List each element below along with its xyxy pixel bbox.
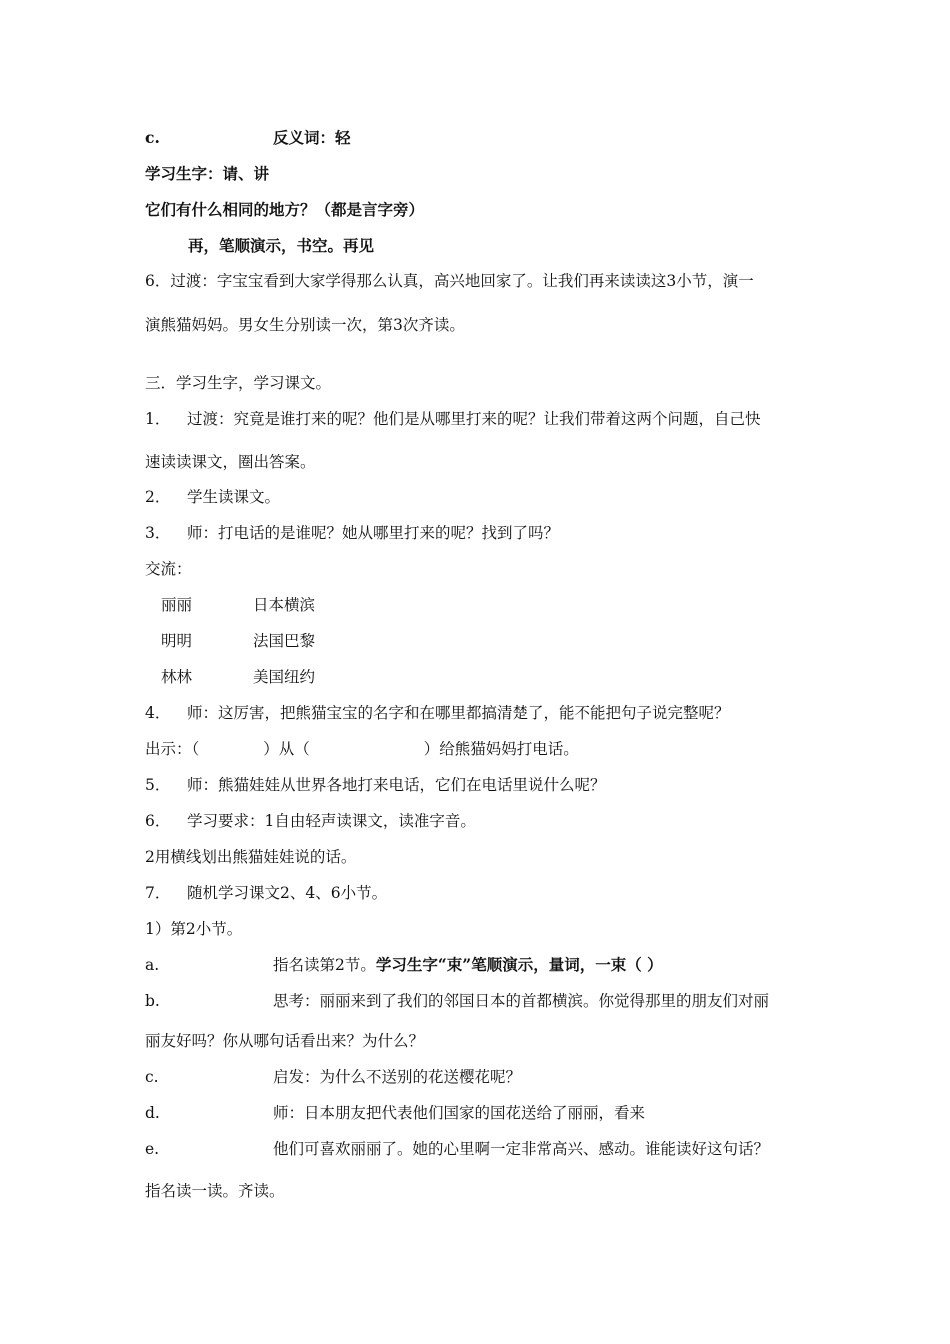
step-4 [145, 703, 850, 723]
panda-place: 日本横滨 [253, 596, 316, 614]
fill-in-part-a: 出示：（ [145, 740, 200, 758]
item-text: 指名读第2节。 [273, 956, 376, 974]
step-7 [145, 883, 850, 903]
step-number: 5． [145, 776, 171, 794]
step-2 [145, 487, 850, 507]
exchange-label: 交流： [145, 560, 192, 578]
line-stroke-order: 再，笔顺演示，书空。再见 [188, 236, 375, 255]
item-label: b. [145, 992, 160, 1010]
step-text: 师：熊猫娃娃从世界各地打来电话，它们在电话里说什么呢？ [187, 776, 606, 794]
step-5 [145, 775, 850, 795]
panda-place: 法国巴黎 [253, 632, 316, 650]
item-label: a. [145, 956, 160, 974]
item-label: d. [145, 1104, 160, 1122]
step-number: 6． [145, 812, 171, 830]
step-text: 过渡：究竟是谁打来的呢？他们是从哪里打来的呢？让我们带着这两个问题，自己快 [187, 410, 761, 428]
step-text: 学生读课文。 [187, 488, 281, 506]
section-heading-3: 三．学习生字，学习课文。 [145, 374, 332, 392]
step-number: 4． [145, 704, 171, 722]
line-transition-6: 6．过渡：字宝宝看到大家学得那么认真，高兴地回家了。让我们再来读读这3小节，演一 [145, 272, 754, 290]
item-e [145, 1139, 850, 1159]
step-number: 3． [145, 524, 171, 542]
item-text: 思考：丽丽来到了我们的邻国日本的首都横滨。你觉得那里的朋友们对丽 [273, 992, 770, 1010]
step-text: 随机学习课文2、4、6小节。 [187, 884, 388, 902]
item-text: 反义词：轻 [273, 128, 351, 147]
step-text: 学习要求：1自由轻声读课文，读准字音。 [187, 812, 476, 830]
item-d [145, 1103, 850, 1123]
step-6-cont: 2用横线划出熊猫娃娃说的话。 [145, 848, 357, 866]
item-text: 启发：为什么不送别的花送樱花呢？ [273, 1068, 522, 1086]
item-text: 师：日本朋友把代表他们国家的国花送给了丽丽，看来 [273, 1104, 646, 1122]
step-1 [145, 409, 850, 429]
item-b-cont: 丽友好吗？你从哪句话看出来？为什么？ [145, 1032, 425, 1050]
pair-row [161, 631, 850, 651]
step-text: 师：这厉害，把熊猫宝宝的名字和在哪里都搞清楚了，能不能把句子说完整呢？ [187, 704, 730, 722]
panda-name: 明明 [161, 632, 193, 650]
step-6 [145, 811, 850, 831]
item-label: e. [145, 1140, 160, 1158]
pair-row [161, 667, 850, 687]
panda-place: 美国纽约 [253, 668, 316, 686]
pair-row [161, 595, 850, 615]
fill-in-part-c: ）给熊猫妈妈打电话。 [423, 740, 579, 758]
panda-name: 丽丽 [161, 596, 193, 614]
subsection-2: 1）第2小节。 [145, 920, 243, 938]
line-common-feature: 它们有什么相同的地方？（都是言字旁） [145, 200, 425, 219]
line-transition-6-cont: 演熊猫妈妈。男女生分别读一次，第3次齐读。 [145, 316, 465, 334]
panda-name: 林林 [161, 668, 193, 686]
item-label: c. [145, 128, 160, 147]
item-label: c. [145, 1068, 159, 1086]
item-text-bold: 学习生字“束”笔顺演示，量词，一束（ ） [375, 955, 663, 974]
line-antonym [145, 128, 850, 148]
item-a [145, 955, 850, 975]
item-b [145, 991, 850, 1011]
closing-line: 指名读一读。齐读。 [145, 1182, 285, 1200]
step-number: 7． [145, 884, 171, 902]
step-1-cont: 速读读课文，圈出答案。 [145, 453, 316, 471]
fill-in-sentence [145, 739, 850, 759]
item-text: 他们可喜欢丽丽了。她的心里啊一定非常高兴、感动。谁能读好这句话？ [273, 1140, 770, 1158]
item-c [145, 1067, 850, 1087]
step-text: 师：打电话的是谁呢？她从哪里打来的呢？找到了吗？ [187, 524, 560, 542]
step-number: 2． [145, 488, 171, 506]
step-number: 1． [145, 410, 171, 428]
fill-in-part-b: ）从（ [263, 740, 310, 758]
step-3 [145, 523, 850, 543]
line-learn-characters: 学习生字：请、讲 [145, 164, 270, 183]
